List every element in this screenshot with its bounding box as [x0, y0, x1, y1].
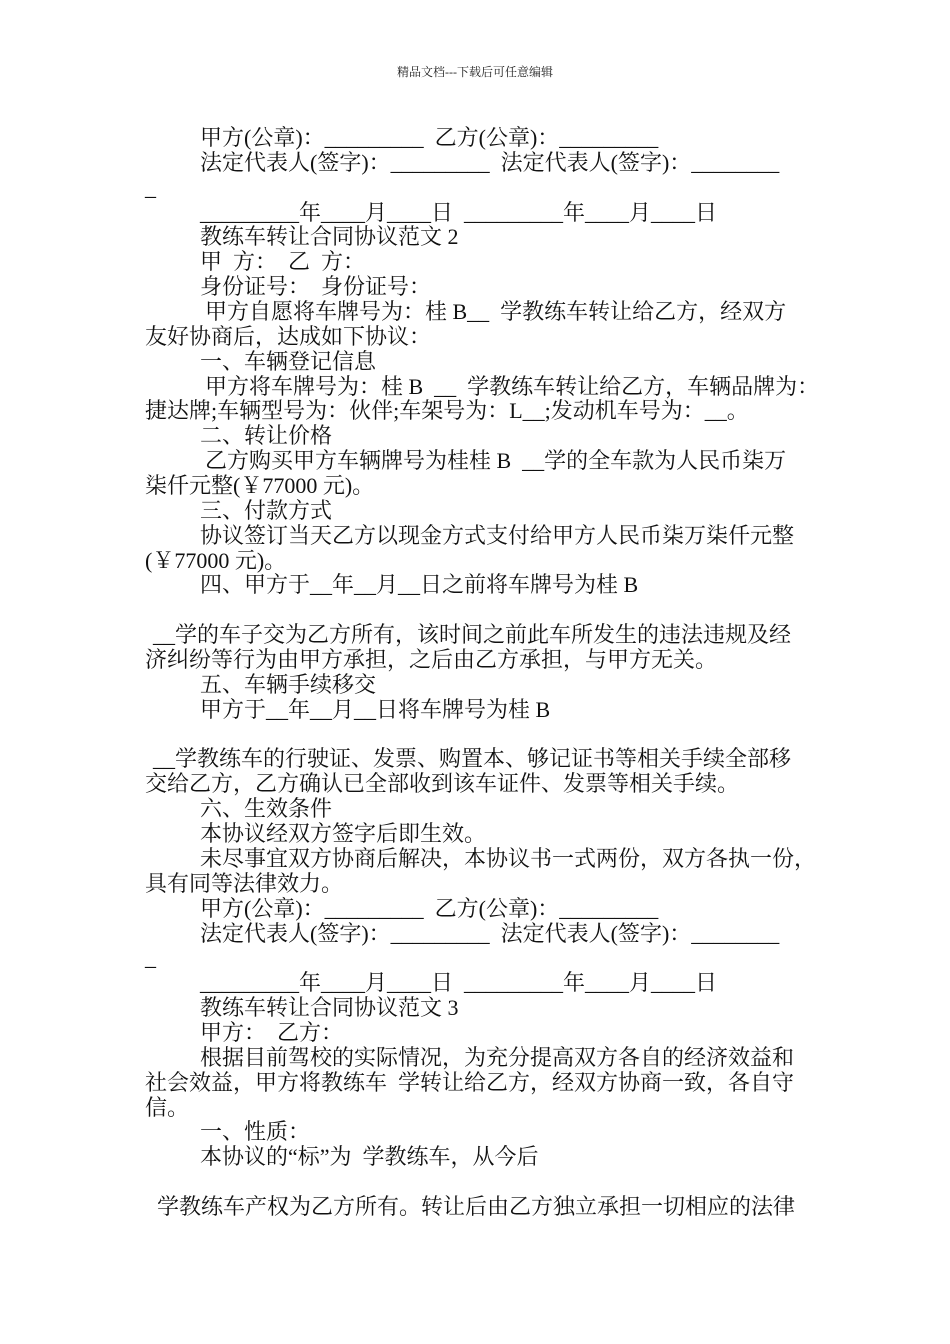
- clause-3-line-1: 协议签订当天乙方以现金方式支付给甲方人民币柒万柒仟元整: [200, 522, 795, 548]
- contract-2-parties-line: 甲 方： 乙 方：: [200, 249, 366, 275]
- contract-2-title: 教练车转让合同协议范文 2: [200, 224, 459, 250]
- blank-line: [0, 1170, 950, 1195]
- clause-6-line-1: 本协议经双方签字后即生效。: [200, 821, 487, 847]
- contract-3-parties-line: 甲方： 乙方：: [200, 1019, 344, 1045]
- contract-3-clause-1-heading: 一、性质：: [200, 1119, 311, 1145]
- party-seal-line: 甲方(公章)：_________ 乙方(公章)：_________: [200, 125, 659, 150]
- contract-3-title: 教练车转让合同协议范文 3: [200, 995, 459, 1021]
- signing-date-line-2: _________年____月____日 _________年____月____日: [200, 970, 718, 996]
- underscore-continuation: _: [145, 174, 156, 200]
- clause-2-line-2: 柒仟元整(￥77000 元)。: [145, 473, 375, 499]
- clause-5-line-1: 甲方于__年__月__日将车牌号为桂 B: [200, 696, 551, 722]
- clause-6-line-2: 未尽事宜双方协商后解决，本协议书一式两份，双方各执一份，: [200, 845, 817, 871]
- document-body: [0, 126, 950, 1220]
- clause-6-heading: 六、生效条件: [200, 796, 333, 822]
- clause-5-line-2: __学教练车的行驶证、发票、购置本、够记证书等相关手续全部移: [153, 746, 792, 772]
- legal-rep-signature-line-2: 法定代表人(签字)：_________ 法定代表人(签字)：________: [200, 920, 780, 946]
- contract-2-intro-line-2: 友好协商后，达成如下协议：: [145, 323, 432, 349]
- signing-date-line: _________年____月____日 _________年____月____日: [200, 199, 718, 225]
- clause-5-heading: 五、车辆手续移交: [200, 671, 377, 697]
- clause-2-heading: 二、转让价格: [200, 423, 333, 449]
- clause-5-line-3: 交给乙方，乙方确认已全部收到该车证件、发票等相关手续。: [145, 771, 740, 797]
- legal-rep-signature-line: 法定代表人(签字)：_________ 法定代表人(签字)：________: [200, 149, 780, 175]
- contract-3-intro-line-1: 根据目前驾校的实际情况，为充分提高双方各自的经济效益和: [200, 1044, 795, 1070]
- underscore-continuation-2: _: [145, 945, 156, 971]
- contract-2-id-line: 身份证号： 身份证号：: [200, 274, 432, 300]
- clause-3-line-2: (￥77000 元)。: [145, 547, 287, 573]
- blank-line: [0, 598, 950, 623]
- clause-4-line-3: 济纠纷等行为由甲方承担，之后由乙方承担，与甲方无关。: [145, 647, 718, 673]
- contract-3-clause-1-line-2: 学教练车产权为乙方所有。转让后由乙方独立承担一切相应的法律: [157, 1193, 796, 1219]
- clause-2-line-1: 乙方购买甲方车辆牌号为桂桂 B __学的全车款为人民币柒万: [205, 448, 787, 474]
- contract-3-intro-line-3: 信。: [145, 1094, 190, 1120]
- clause-1-heading: 一、车辆登记信息: [200, 348, 377, 374]
- page-header: 精品文档---下载后可任意编辑: [397, 65, 553, 79]
- blank-line: [0, 723, 950, 748]
- clause-1-line-2: 捷达牌;车辆型号为：伙伴;车架号为：L__;发动机车号为：__。: [145, 398, 749, 424]
- clause-4-line-1: 四、甲方于__年__月__日之前将车牌号为桂 B: [200, 572, 639, 598]
- contract-3-clause-1-line-1: 本协议的“标”为 学教练车，从今后: [200, 1144, 539, 1170]
- clause-1-line-1: 甲方将车牌号为：桂 B __ 学教练车转让给乙方，车辆品牌为：: [205, 373, 820, 399]
- clause-4-line-2: __学的车子交为乙方所有，该时间之前此车所发生的违法违规及经: [153, 622, 792, 648]
- contract-2-intro-line-1: 甲方自愿将车牌号为：桂 B__ 学教练车转让给乙方，经双方: [205, 299, 787, 325]
- clause-3-heading: 三、付款方式: [200, 497, 333, 523]
- party-seal-line-2: 甲方(公章)：_________ 乙方(公章)：_________: [200, 895, 659, 921]
- clause-6-line-3: 具有同等法律效力。: [145, 870, 344, 896]
- contract-3-intro-line-2: 社会效益，甲方将教练车 学转让给乙方，经双方协商一致，各自守: [145, 1069, 795, 1095]
